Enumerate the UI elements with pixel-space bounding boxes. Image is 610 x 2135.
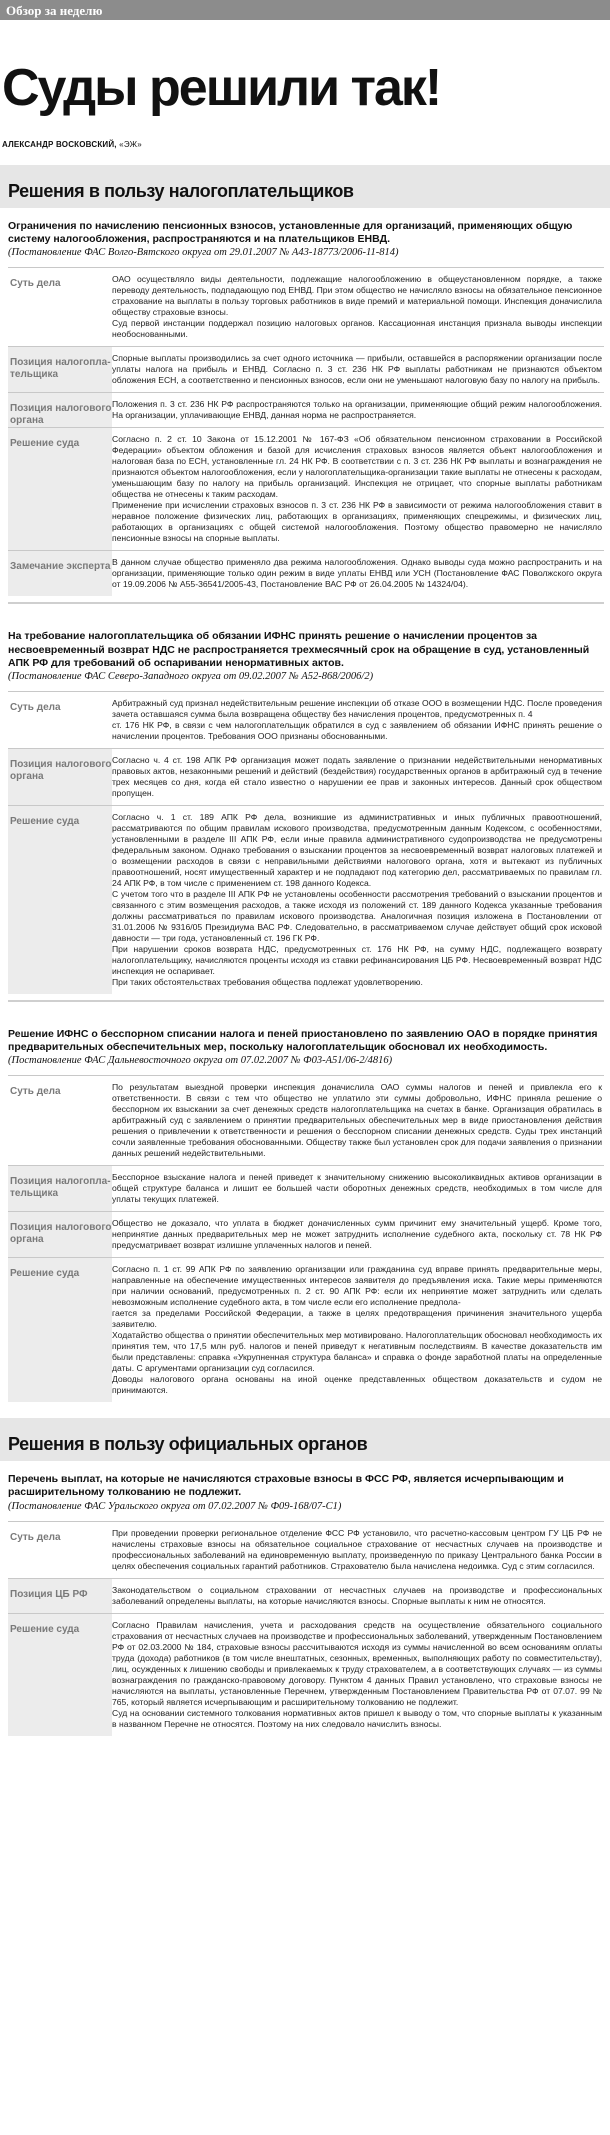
- row-text: [112, 1528, 604, 1572]
- case-block: [0, 994, 610, 1402]
- article-body: [0, 165, 610, 1736]
- case-row: [8, 1578, 604, 1613]
- section-title: Решения в пользу налогоплательщиков: [0, 165, 610, 208]
- section-title: Решения в пользу официальных органов: [0, 1418, 610, 1461]
- row-text: [112, 1172, 604, 1205]
- row-label: Суть дела: [10, 701, 61, 713]
- rubric-bar: [0, 0, 610, 20]
- case-row: [8, 427, 604, 550]
- row-label: Позиция налогового органа: [8, 749, 112, 805]
- case-headline: Ограничения по начислению пенсионных взносов, установленные для организаций, применяющих общую систему налогообложения, распространяются и на плательщиков ЕНВД.: [8, 220, 573, 246]
- author-outlet: «ЭЖ»: [119, 140, 142, 149]
- case-block: [0, 596, 610, 994]
- row-text: [112, 1585, 604, 1607]
- row-text: [112, 812, 604, 988]
- row-paragraph: Согласно п. 2 ст. 10 Закона от 15.12.2001 № 167-ФЗ «Об обязательном пенсионном страховании в Российской Федерации» объектом обложения и базой для исчисления страховых взносов является объект налогообложения и налоговая база по ЕСН, установленные гл. 24 НК РФ. В соответствии с п. 3 ст. 236 НК РФ выплаты и вознаграждения не признаются объектом налогообложения, если у налогоплательщика-организации такие выплаты не отнесены к расходам, уменьшающим базу по налогу на прибыль организаций. Инспекция не отрицает, что спорные выплаты работникам общества не отнесены к таким расходам.: [112, 434, 602, 500]
- row-paragraph: Согласно п. 1 ст. 99 АПК РФ по заявлению организации или гражданина суд вправе принять предварительные меры, направленные на обеспечение имущественных интересов заявителя до предъявления иска. Такие меры применяются при наличии оснований, предусмотренных п. 2 ст. 90 АПК РФ: если их непринятие может затруднить или сделать невозможным исполнение судебного акта, в том числе если его исполнение предпола-: [112, 1264, 602, 1308]
- case-citation: (Постановление ФАС Северо-Западного округа от 09.02.2007 № А52-868/2006/2): [8, 670, 374, 682]
- case-row: [8, 1165, 604, 1211]
- row-paragraph: При нарушении сроков возврата НДС, предусмотренных ст. 176 НК РФ, на сумму НДС, подлежащего возврату налогоплательщику, начисляются проценты исходя из ставки рефинансирования ЦБ РФ. Несвоевременный возврат НДС инспекция не оспаривает.: [112, 943, 602, 976]
- rubric-title: Обзор за неделю: [6, 3, 103, 18]
- case-block: [0, 208, 610, 596]
- row-text: [112, 1264, 604, 1396]
- row-label: Позиция ЦБ РФ: [8, 1579, 112, 1613]
- case-row: [8, 550, 604, 596]
- row-label: Позиция налогопла-тельщика: [8, 1166, 112, 1211]
- row-paragraph: При таких обстоятельствах требования общества подлежат удовлетворению.: [112, 976, 423, 987]
- case-row: [8, 392, 604, 427]
- row-label: Позиция налогового органа: [8, 1212, 112, 1257]
- case-row: [8, 1613, 604, 1736]
- case-citation: (Постановление ФАС Дальневосточного округа от 07.02.2007 № Ф03-А51/06-2/4816): [8, 1055, 393, 1067]
- row-paragraph: Арбитражный суд признал недействительным решение инспекции об отказе ООО в возмещении НДС. После проведения зачета оставшаяся сумма была возвращена обществу без начисления процентов, предусмотренных п. 4: [112, 697, 602, 719]
- row-text: [112, 1218, 604, 1251]
- row-paragraph: Применение при исчислении страховых взносов п. 3 ст. 236 НК РФ в зависимости от режима налогообложения ставит в неравное положение физических лиц, работающих в организациях, применяющих спецрежимы, и физических лиц, работающих в организациях с общей системой налогообложения. Поэтому общество правомерно не начисляло пенсионные взносы на спорные выплаты.: [112, 500, 602, 544]
- case-divider: [8, 1000, 604, 1018]
- row-paragraph: С учетом того что в разделе III АПК РФ не установлены особенности рассмотрения требований о взыскании процентов и связанного с этим возмещения расходов, а также исходя из положений ст. 189 данного Кодекса указанные требования должны рассматриваться по правилам искового производства. Аналогичная позиция изложена в Постановлении от 31.01.2006 № 9316/05 Президиума ВАС РФ. Следовательно, в рассматриваемом случае действует общий срок исковой давности — три года, установленный ст. 196 ГК РФ.: [112, 888, 602, 943]
- row-paragraph: ст. 176 НК РФ, в связи с чем налогоплательщик обратился в суд с заявлением об обязании ИФНС принять решение о начислении процентов. Требования ООО признаны обоснованными.: [112, 719, 602, 741]
- row-paragraph: По результатам выездной проверки инспекция доначислила ОАО суммы налогов и пеней и привлекла его к ответственности. В связи с тем что общество не уплатило эти суммы добровольно, ИФНС приняла решение о бесспорном их взыскании за счет денежных средств налогоплательщика на счетах в банке. Организация обратилась в арбитражный суд с заявлением о принятии предварительных обеспечительных мер в виде приостановления действия решения о привлечении к ответственности и решения о бесспорном списании денежных средств. Суды трех инстанций сочли заявленные требования обоснованными. Обществу также был установлен срок для подачи заявления о признании данных решений недействительными.: [112, 1082, 602, 1159]
- row-text: [112, 274, 604, 340]
- case-row: [8, 346, 604, 392]
- row-paragraph: Законодательством о социальном страховании от несчастных случаев на производстве и профессиональных заболеваний определены выплаты, на которые начисляются взносы. Спорные выплаты к ним не относятся.: [112, 1584, 602, 1606]
- row-paragraph: Суд на основании системного толкования нормативных актов пришел к выводу о том, что спорные выплаты к указанным в названном Перечне не относятся. Поэтому на них следовало начислить взносы.: [112, 1707, 602, 1729]
- row-paragraph: При проведении проверки региональное отделение ФСС РФ установило, что расчетно-кассовым центром ГУ ЦБ РФ не начислены страховые взносы на обязательное социальное страхование от несчастных случаев на производстве и профессиональных заболеваний на единовременную выплату, произведенную по приказу Центрального банка России в целях обеспечения социальных гарантий работников. Страхователю была начислена недоимка. Суд с этим согласился.: [112, 1527, 602, 1571]
- case-headline: На требование налогоплательщика об обязании ИФНС принять решение о начислении процентов за несвоевременный возврат НДС не распространяется трехмесячный срок на обращение в суд, установленный АПК РФ для требований об оспаривании ненормативных актов.: [8, 630, 590, 669]
- row-paragraph: Согласно ч. 4 ст. 198 АПК РФ организация может подать заявление о признании недействительными ненормативных правовых актов, незаконными решений и действий (бездействия) государственных органов в арбитражный суд в течение трех месяцев со дня, когда ей стало известно о нарушении ее прав и законных интересов. Данный срок обществом пропущен.: [112, 754, 602, 798]
- row-label: Позиция налогопла-тельщика: [8, 347, 112, 392]
- case-block: [0, 1461, 610, 1735]
- case-citation: (Постановление ФАС Уральского округа от 07.02.2007 № Ф09-168/07-С1): [8, 1500, 342, 1512]
- row-text: [112, 1620, 604, 1730]
- author-line: [2, 140, 610, 149]
- case-row: [8, 691, 604, 748]
- row-text: [112, 755, 604, 799]
- row-label: Суть дела: [10, 1531, 61, 1543]
- row-paragraph: Согласно Правилам начисления, учета и расходования средств на осуществление обязательного социального страхования от несчастных случаев на производстве и профессиональных заболеваний, утвержденным Постановлением РФ от 02.03.2000 № 184, страховые взносы рассчитываются исходя из суммы начисленной во всем основаниям оплаты труда (дохода) работников (в том числе внештатных, сезонных, временных, выполняющих работу по совместительству), лиц, осужденных к лишению свободы и привлекаемых к труду страхователем, а в соответствующих случаях — из суммы вознаграждения по гражданско-правовому договору. Пунктом 4 данных Правил установлено, что страховые взносы не начисляются на выплаты, установленные Перечнем, утвержденным Постановлением Правительства РФ от 07.07. 99 № 765, который является исчерпывающим и расширительному толкованию не подлежит.: [112, 1619, 602, 1707]
- case-row: [8, 748, 604, 805]
- row-paragraph: Ходатайство общества о принятии обеспечительных мер мотивировано. Налогоплательщик обосновал необходимость их принятия тем, что 17,5 млн руб. налогов и пеней приведут к негативным последствиям. В качестве доказательств им были представлены: справка «Укрупненная структура баланса» и справка о фонде заработной платы на определенные даты. С аргументами организации суд согласился.: [112, 1330, 602, 1374]
- author-name: АЛЕКСАНДР ВОСКОВСКИЙ,: [2, 140, 117, 149]
- case-row: [8, 267, 604, 346]
- row-label: Решение суда: [8, 428, 112, 550]
- row-paragraph: Спорные выплаты производились за счет одного источника — прибыли, оставшейся в распоряжении организации после уплаты налога на прибыль и ЕНВД. Согласно п. 3 ст. 236 НК РФ выплаты работникам не признаются объектом обложения ЕСН, а соответственно и пенсионных взносов, если они не уменьшают налоговую базу по налогу на прибыль.: [112, 353, 602, 386]
- row-label: Замечание эксперта: [8, 551, 112, 596]
- row-text: [112, 557, 604, 590]
- row-paragraph: Суд первой инстанции поддержал позицию налоговых органов. Кассационная инстанция признала выводы инспекции необоснованными.: [112, 318, 602, 340]
- row-paragraph: Общество не доказало, что уплата в бюджет доначисленных сумм причинит ему значительный ущерб. Кроме того, непринятие данных предварительных мер не может затруднить исполнение судебного акта, поскольку ст. 78 НК РФ предусматривает возврат излишне уплаченных налогов и пеней.: [112, 1218, 602, 1251]
- row-paragraph: Согласно ч. 1 ст. 189 АПК РФ дела, возникшие из административных и иных публичных правоотношений, рассматриваются по общим правилам искового производства, предусмотренным данным Кодексом, с особенностями, установленными в разделе III АПК РФ, если иные правила административного судопроизводства не предусмотрены федеральным законом. Однако требования о взыскании процентов за несвоевременный возврат налоговых платежей и о возмещении расходов в связи с неправильными действиями налогового органа, хотя и вытекают из публичных правоотношений, носят имущественный характер и не подпадают под категорию дел, рассматриваемых по правилам гл. 24 АПК РФ, в том числе с применением ст. 198 данного Кодекса.: [112, 811, 602, 888]
- case-row: [8, 805, 604, 994]
- row-label: Решение суда: [8, 806, 112, 994]
- case-row: [8, 1211, 604, 1257]
- case-row: [8, 1521, 604, 1578]
- row-label: Суть дела: [10, 1086, 61, 1098]
- row-text: [112, 698, 604, 742]
- row-text: [112, 1082, 604, 1159]
- row-label: Решение суда: [8, 1258, 112, 1402]
- page-title: Суды решили так!: [2, 59, 441, 117]
- row-paragraph: В данном случае общество применяло два режима налогообложения. Однако выводы суда можно распространить и на организации, применяющие только один режим в виде уплаты ЕНВД или УСН (Постановление ФАС Поволжского округа от 19.09.2006 № А55-36541/2005-43, Постановление ВАС РФ от 26.04.2005 № 14324/04).: [112, 557, 602, 590]
- case-headline: Перечень выплат, на которые не начисляются страховые взносы в ФСС РФ, является исчерпывающим и расширительному толкованию не подлежит.: [8, 1473, 564, 1499]
- row-paragraph: Бесспорное взыскание налога и пеней приведет к значительному снижению высоколиквидных активов организации в общей структуре баланса и лишит ее большей части оборотных денежных средств, необходимых в том числе для уплаты текущих платежей.: [112, 1172, 602, 1205]
- case-headline: Решение ИФНС о бесспорном списании налога и пеней приостановлено по заявлению ОАО в порядке принятия предварительных обеспечительных мер, поскольку налогоплательщик обосновал их необходимость.: [8, 1027, 598, 1053]
- row-paragraph: Доводы налогового органа основаны на иной оценке представленных обществом доказательств и судом не принимаются.: [112, 1374, 602, 1396]
- row-text: [112, 353, 604, 386]
- case-row: [8, 1257, 604, 1402]
- row-paragraph: Положения п. 3 ст. 236 НК РФ распространяются только на организации, применяющие общий режим налогообложения. На организации, уплачивающие ЕНВД, данная норма не распространяется.: [112, 399, 602, 421]
- row-paragraph: ОАО осуществляло виды деятельности, подлежащие налогообложению в общеустановленном порядке, а также переводу деятельность, подпадающую под ЕНВД. При этом общество не начисляло взносы на обязательное пенсионное страхование на выплаты в пользу торговых работников в виде премий и материальной помощи. Инспекция доначислила обществу страховые взносы.: [112, 274, 602, 318]
- row-label: Суть дела: [10, 278, 61, 290]
- case-divider: [8, 602, 604, 620]
- row-label: Решение суда: [8, 1614, 112, 1736]
- row-text: [112, 434, 604, 544]
- case-row: [8, 1075, 604, 1165]
- row-label: Позиция налогового органа: [8, 393, 112, 427]
- row-text: [112, 399, 604, 421]
- case-citation: (Постановление ФАС Волго-Вятского округа от 29.01.2007 № А43-18773/2006-11-814): [8, 247, 399, 259]
- row-paragraph: гается за пределами Российской Федерации, а также в целях предотвращения причинения значительного ущерба заявителю.: [112, 1308, 602, 1330]
